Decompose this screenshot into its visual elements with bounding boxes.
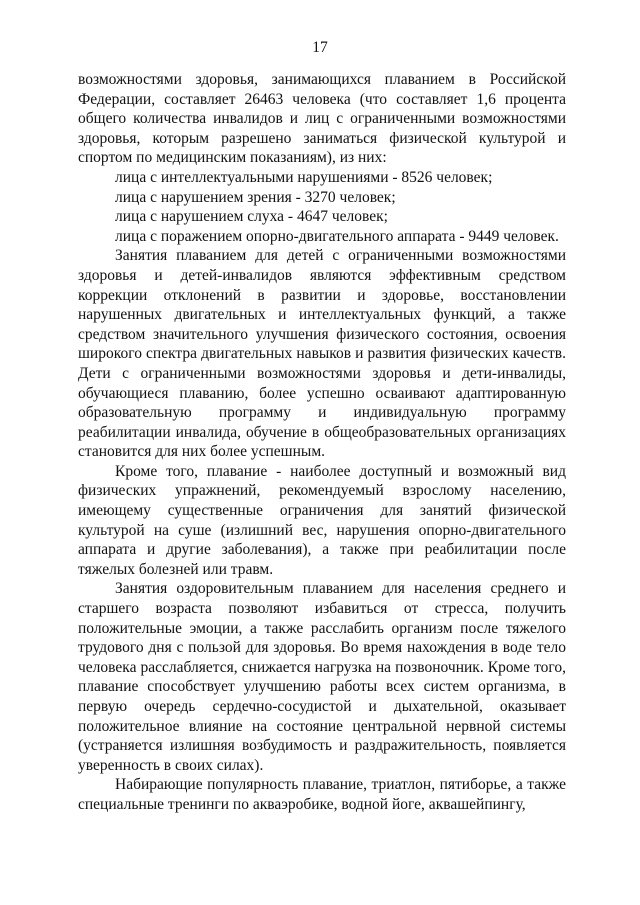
paragraph-children: Занятия плаванием для детей с ограниченными возможностями здоровья и детей-инвалидов являются эффективным средством коррекции отклонений в развитии и здоровье, восстановлении нарушенных двигательных и интеллектуальных функций, а также средством значительного улучшения физического состояния, освоения широкого спектра двигательных навыков и развития физических качеств. Дети с ограниченными возможностями здоровья и дети-инвалиды, обучающиеся плаванию, более успешно осваивают адаптированную образовательную программу и индивидуальную программу реабилитации инвалида, обучение в общеобразовательных организациях становится для них более успешным.: [78, 247, 566, 461]
list-item-hearing: лица с нарушением слуха - 4647 человек;: [115, 208, 388, 226]
page-number: 17: [312, 39, 328, 56]
paragraph-middle-age: Занятия оздоровительным плаванием для населения среднего и старшего возраста позволяют избавиться от стресса, получить положительные эмоции, а также расслабить организм после тяжелого трудового дня с пользой для здоровья. Во время нахождения в воде тело человека расслабляется, снижается нагрузка на позвоночник. Кроме того, плавание способствует улучшению работы всех систем организма, в первую очередь сердечно-сосудистой и дыхательной, оказывает положительное влияние на состояние центральной нервной системы (устраняется излишняя возбудимость и раздражительность, появляется уверенность в своих силах).: [78, 580, 566, 774]
list-item-intellectual: лица с интеллектуальными нарушениями - 8526 человек;: [115, 168, 493, 186]
paragraph-popularity: Набирающие популярность плавание, триатлон, пятиборье, а также специальные тренинги по акваэробике, водной йоге, аквашейпингу,: [78, 776, 566, 813]
paragraph-adults: Кроме того, плавание - наиболее доступный и возможный вид физических упражнений, рекомендуемый взрослому населению, имеющему существенные ограничения для занятий физической культурой на суше (излишний вес, нарушения опорно-двигательного аппарата и другие заболевания), а также при реабилитации после тяжелых болезней или травм.: [78, 462, 566, 578]
paragraph-intro: возможностями здоровья, занимающихся плаванием в Российской Федерации, составляет 26463 человека (что составляет 1,6 процента общего количества инвалидов и лиц с ограниченными возможностями здоровья, которым разрешено заниматься физической культурой и спортом по медицинским показаниям), из них:: [78, 71, 566, 167]
body-text: [78, 70, 566, 815]
list-item-musculoskeletal: лица с поражением опорно-двигательного аппарата - 9449 человек.: [115, 227, 559, 245]
list-item-vision: лица с нарушением зрения - 3270 человек;: [115, 188, 396, 206]
